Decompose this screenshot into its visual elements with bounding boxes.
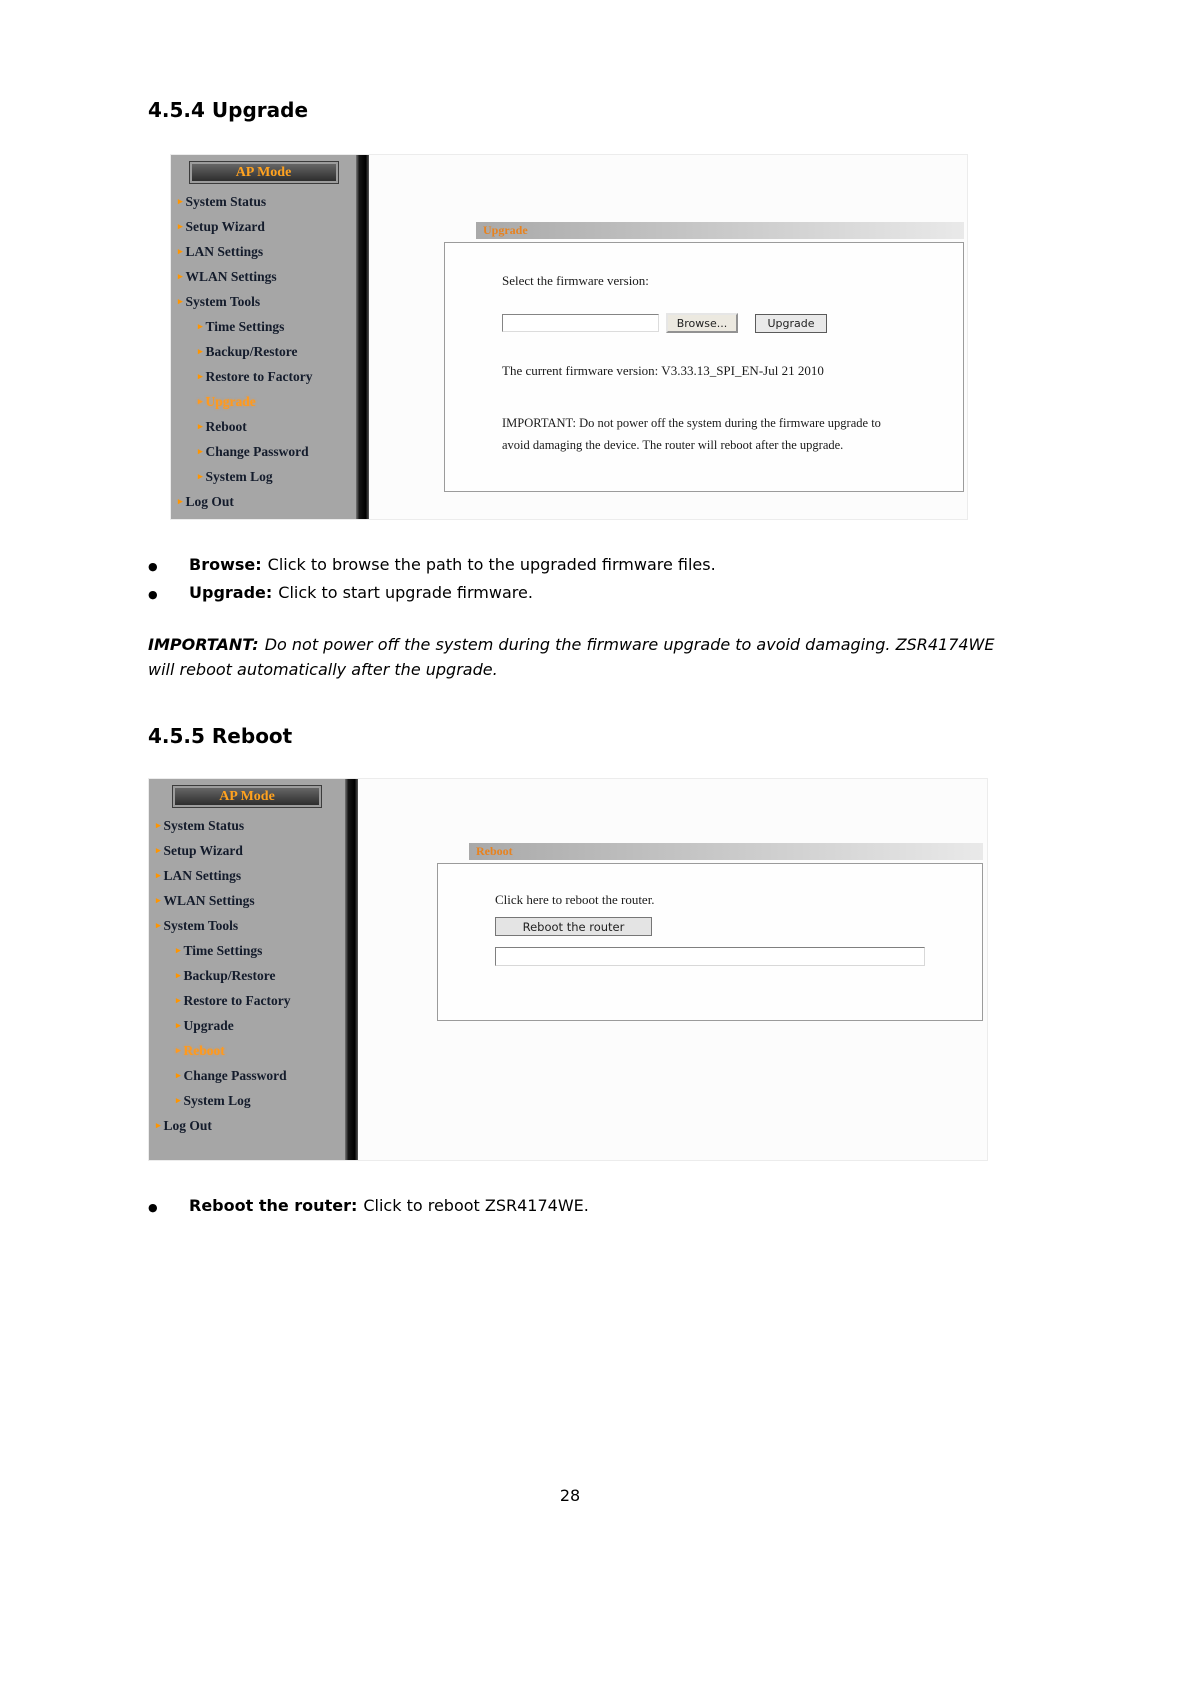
page-number: 28 [559, 1486, 581, 1505]
bullet-text: Click to reboot ZSR4174WE. [363, 1196, 589, 1215]
sidebar-item-label: Log Out [185, 493, 234, 509]
sidebar-item[interactable] [149, 913, 345, 938]
bullet-arrow-icon: ▸ [176, 1045, 181, 1055]
sidebar-item-label: Upgrade [205, 393, 256, 409]
sidebar-divider [356, 155, 369, 519]
bullet-text: Click to browse the path to the upgraded firmware files. [267, 555, 716, 574]
sidebar-item[interactable] [149, 938, 345, 963]
bullet-text: Click to start upgrade firmware. [278, 583, 533, 602]
bullet-arrow-icon: ▸ [178, 221, 183, 231]
bullet-arrow-icon: ▸ [176, 995, 181, 1005]
bullet-arrow-icon: ▸ [178, 271, 183, 281]
bullet-label: Browse: [189, 555, 262, 574]
bullet-arrow-icon: ▸ [198, 346, 203, 356]
sidebar-menu [171, 189, 356, 514]
router-main-area [358, 779, 987, 1160]
sidebar-menu [149, 813, 345, 1138]
important-text: Do not power off the system during the firmware upgrade to avoid damaging. ZSR4174WE will reboot automatically after the upgrade. [148, 635, 995, 679]
bullet-item [148, 1193, 1191, 1221]
bullet-arrow-icon: ▸ [176, 1070, 181, 1080]
sidebar-item-label: Reboot [205, 418, 247, 434]
firmware-file-input[interactable] [502, 314, 659, 332]
bullet-label: Upgrade: [189, 583, 273, 602]
ap-mode-header: AP Mode [190, 162, 338, 183]
sidebar-item[interactable] [149, 988, 345, 1013]
sidebar-item[interactable] [149, 1113, 345, 1138]
sidebar-item[interactable] [149, 1063, 345, 1088]
sidebar-item-label: System Log [183, 1092, 251, 1108]
bullet-arrow-icon: ▸ [176, 970, 181, 980]
upgrade-bullet-list [148, 552, 1191, 608]
reboot-instruction: Click here to reboot the router. [495, 892, 655, 907]
bullet-arrow-icon: ▸ [156, 820, 161, 830]
bullet-arrow-icon: ▸ [198, 421, 203, 431]
sidebar-item-label: System Tools [163, 917, 239, 933]
sidebar-item-label: System Tools [185, 293, 261, 309]
sidebar-item[interactable] [149, 1013, 345, 1038]
sidebar-item-label: WLAN Settings [163, 892, 255, 908]
sidebar-item-label: LAN Settings [185, 243, 264, 259]
browse-button[interactable]: Browse... [666, 313, 738, 333]
sidebar-item-label: Setup Wizard [185, 218, 265, 234]
bullet-arrow-icon: ▸ [198, 471, 203, 481]
upgrade-button[interactable]: Upgrade [755, 314, 827, 333]
upgrade-panel [444, 242, 964, 492]
sidebar-item-label: System Status [185, 193, 267, 209]
sidebar-item[interactable] [171, 414, 356, 439]
upgrade-warning-text: IMPORTANT: Do not power off the system during the firmware upgrade to avoid damaging the device. The router will reboot after the upgrade. [502, 416, 881, 452]
sidebar-item-label: Backup/Restore [183, 967, 276, 983]
sidebar-item-label: WLAN Settings [185, 268, 277, 284]
bullet-arrow-icon: ▸ [178, 296, 183, 306]
bullet-dot-icon: ● [148, 588, 158, 601]
bullet-item [148, 580, 1191, 608]
bullet-arrow-icon: ▸ [156, 845, 161, 855]
bullet-arrow-icon: ▸ [198, 321, 203, 331]
sidebar-divider [345, 779, 358, 1160]
panel-title: Upgrade [476, 222, 964, 239]
bullet-arrow-icon: ▸ [176, 1020, 181, 1030]
panel-title: Reboot [469, 843, 983, 860]
sidebar-item-label: LAN Settings [163, 867, 242, 883]
bullet-arrow-icon: ▸ [176, 1095, 181, 1105]
sidebar-item-label: Restore to Factory [205, 368, 313, 384]
bullet-label: Reboot the router: [189, 1196, 358, 1215]
bullet-arrow-icon: ▸ [178, 496, 183, 506]
sidebar-item[interactable] [171, 364, 356, 389]
reboot-bullet-list [148, 1193, 1191, 1221]
firmware-select-label: Select the firmware version: [502, 273, 649, 288]
sidebar-item-label: System Log [205, 468, 273, 484]
bullet-arrow-icon: ▸ [178, 196, 183, 206]
sidebar-item[interactable] [171, 439, 356, 464]
sidebar-item[interactable] [149, 888, 345, 913]
sidebar-item[interactable] [171, 239, 356, 264]
sidebar-item[interactable] [149, 838, 345, 863]
bullet-arrow-icon: ▸ [178, 246, 183, 256]
sidebar-item-label: System Status [163, 817, 245, 833]
bullet-arrow-icon: ▸ [176, 945, 181, 955]
sidebar-item-label: Setup Wizard [163, 842, 243, 858]
bullet-arrow-icon: ▸ [156, 870, 161, 880]
bullet-arrow-icon: ▸ [156, 895, 161, 905]
ap-mode-header: AP Mode [173, 786, 321, 807]
upgrade-section-heading: 4.5.4 Upgrade [148, 98, 309, 122]
bullet-dot-icon: ● [148, 560, 158, 573]
bullet-item [148, 552, 1191, 580]
sidebar-item-label: Time Settings [205, 318, 285, 334]
sidebar-item[interactable] [149, 813, 345, 838]
sidebar-item-label: Reboot [183, 1042, 225, 1058]
sidebar-item[interactable] [171, 189, 356, 214]
router-main-area [369, 155, 967, 519]
sidebar-item[interactable] [149, 1088, 345, 1113]
reboot-panel [437, 863, 983, 1021]
important-label: IMPORTANT: [148, 635, 259, 654]
reboot-screenshot [148, 778, 988, 1161]
important-paragraph [148, 632, 1000, 682]
sidebar-item-label: Time Settings [183, 942, 263, 958]
sidebar-item[interactable] [171, 289, 356, 314]
bullet-dot-icon: ● [148, 1201, 158, 1214]
sidebar-item-label: Log Out [163, 1117, 212, 1133]
sidebar-item[interactable] [171, 389, 356, 414]
reboot-router-button[interactable]: Reboot the router [495, 917, 652, 936]
bullet-arrow-icon: ▸ [198, 396, 203, 406]
sidebar-item-label: Restore to Factory [183, 992, 291, 1008]
sidebar-item[interactable] [171, 314, 356, 339]
sidebar-item-label: Backup/Restore [205, 343, 298, 359]
router-sidebar [171, 155, 356, 519]
bullet-arrow-icon: ▸ [198, 371, 203, 381]
sidebar-item[interactable] [171, 464, 356, 489]
sidebar-item-label: Change Password [183, 1067, 287, 1083]
sidebar-item[interactable] [149, 863, 345, 888]
sidebar-item[interactable] [149, 963, 345, 988]
sidebar-item[interactable] [171, 339, 356, 364]
bullet-arrow-icon: ▸ [198, 446, 203, 456]
current-firmware-version: The current firmware version: V3.33.13_SPI_EN-Jul 21 2010 [502, 363, 824, 378]
upgrade-screenshot [170, 154, 968, 520]
sidebar-item-label: Change Password [205, 443, 309, 459]
reboot-section-heading: 4.5.5 Reboot [148, 724, 293, 748]
bullet-arrow-icon: ▸ [156, 920, 161, 930]
router-sidebar [149, 779, 345, 1160]
sidebar-item[interactable] [171, 264, 356, 289]
sidebar-item[interactable] [171, 489, 356, 514]
bullet-arrow-icon: ▸ [156, 1120, 161, 1130]
sidebar-item[interactable] [149, 1038, 345, 1063]
sidebar-item-label: Upgrade [183, 1017, 234, 1033]
reboot-progress-bar [495, 947, 925, 966]
sidebar-item[interactable] [171, 214, 356, 239]
